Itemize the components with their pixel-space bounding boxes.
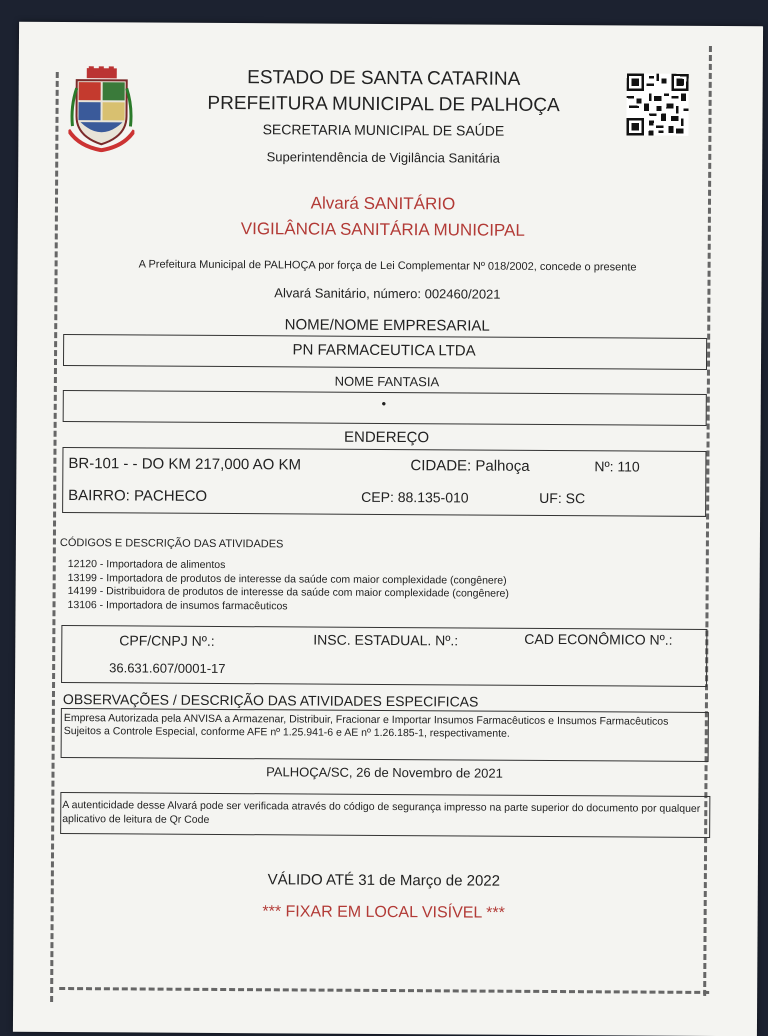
header-superintendencia: Superintendência de Vigilância Sanitária	[266, 149, 500, 166]
dashed-border-right	[703, 46, 712, 996]
document-paper	[13, 22, 763, 1036]
nome-value: PN FARMACEUTICA LTDA	[292, 341, 476, 360]
list-item: 13106 - Importadora de insumos farmacêuticos	[67, 598, 288, 612]
codigos-list	[67, 558, 509, 615]
endereco-label: ENDEREÇO	[343, 428, 430, 447]
endereco-cep: CEP: 88.135-010	[361, 488, 469, 506]
display-warning: *** FIXAR EM LOCAL VISÍVEL ***	[262, 903, 505, 922]
validity-text: VÁLIDO ATÉ 31 de Março de 2022	[267, 871, 501, 890]
fantasia-label: NOME FANTASIA	[334, 373, 440, 390]
document-subtitle: VIGILÂNCIA SANITÁRIA MUNICIPAL	[240, 219, 525, 240]
fantasia-value: •	[381, 395, 387, 411]
inscricao-label: INSC. ESTADUAL. Nº.:	[313, 631, 459, 649]
issue-date: PALHOÇA/SC, 26 de Novembro de 2021	[266, 764, 503, 781]
header-secretaria: SECRETARIA MUNICIPAL DE SAÚDE	[262, 121, 505, 139]
endereco-rua: BR-101 - - DO KM 217,000 AO KM	[68, 455, 302, 474]
dashed-border-bottom	[59, 987, 709, 994]
endereco-cidade: CIDADE: Palhoça	[410, 457, 530, 475]
endereco-uf: UF: SC	[539, 489, 586, 507]
nome-label: NOME/NOME EMPRESARIAL	[284, 316, 490, 335]
document-title: Alvará SANITÁRIO	[310, 193, 456, 214]
endereco-numero: Nº: 110	[594, 458, 640, 475]
list-item: 14199 - Distribuidora de produtos de interesse da saúde com maior complexidade (congênere)	[67, 585, 509, 600]
qr-code-icon	[626, 73, 688, 135]
codigos-heading: CÓDIGOS E DESCRIÇÃO DAS ATIVIDADES	[59, 536, 284, 551]
coat-of-arms-icon	[68, 66, 135, 152]
cpf-label: CPF/CNPJ Nº.:	[119, 632, 215, 649]
list-item: 13199 - Importadora de produtos de interesse da saúde com maior complexidade (congênere)	[67, 571, 507, 587]
cpf-value: 36.631.607/0001-17	[109, 660, 226, 677]
list-item: 12120 - Importadora de alimentos	[67, 558, 226, 572]
autenticidade-text: A autenticidade desse Alvará pode ser verificada através do código de segurança impresso na parte superior do documento por qualquer aplicativo de leitura de Qr Code	[62, 799, 701, 826]
endereco-bairro: BAIRRO: PACHECO	[68, 487, 208, 505]
intro-text: A Prefeitura Municipal de PALHOÇA por força de Lei Complementar Nº 018/2002, concede o presente	[138, 258, 637, 274]
dashed-border-left	[50, 72, 59, 1002]
license-number: Alvará Sanitário, número: 002460/2021	[274, 285, 501, 302]
header-estado: ESTADO DE SANTA CATARINA	[247, 67, 521, 90]
header-prefeitura: PREFEITURA MUNICIPAL DE PALHOÇA	[207, 92, 560, 117]
observacoes-text: Empresa Autorizada pela ANVISA a Armazenar, Distribuir, Fracionar e Importar Insumos Farmacêuticos e Insumos Farmacêuticos Sujeitos a Controle Especial, conforme AFE nº 1.25.941-6 e AE nº 1.26.185-1, respectivamente.	[63, 712, 669, 740]
observacoes-heading: OBSERVAÇÕES / DESCRIÇÃO DAS ATIVIDADES ESPECIFICAS	[62, 691, 479, 710]
cadastro-label: CAD ECONÔMICO Nº.:	[524, 630, 673, 648]
